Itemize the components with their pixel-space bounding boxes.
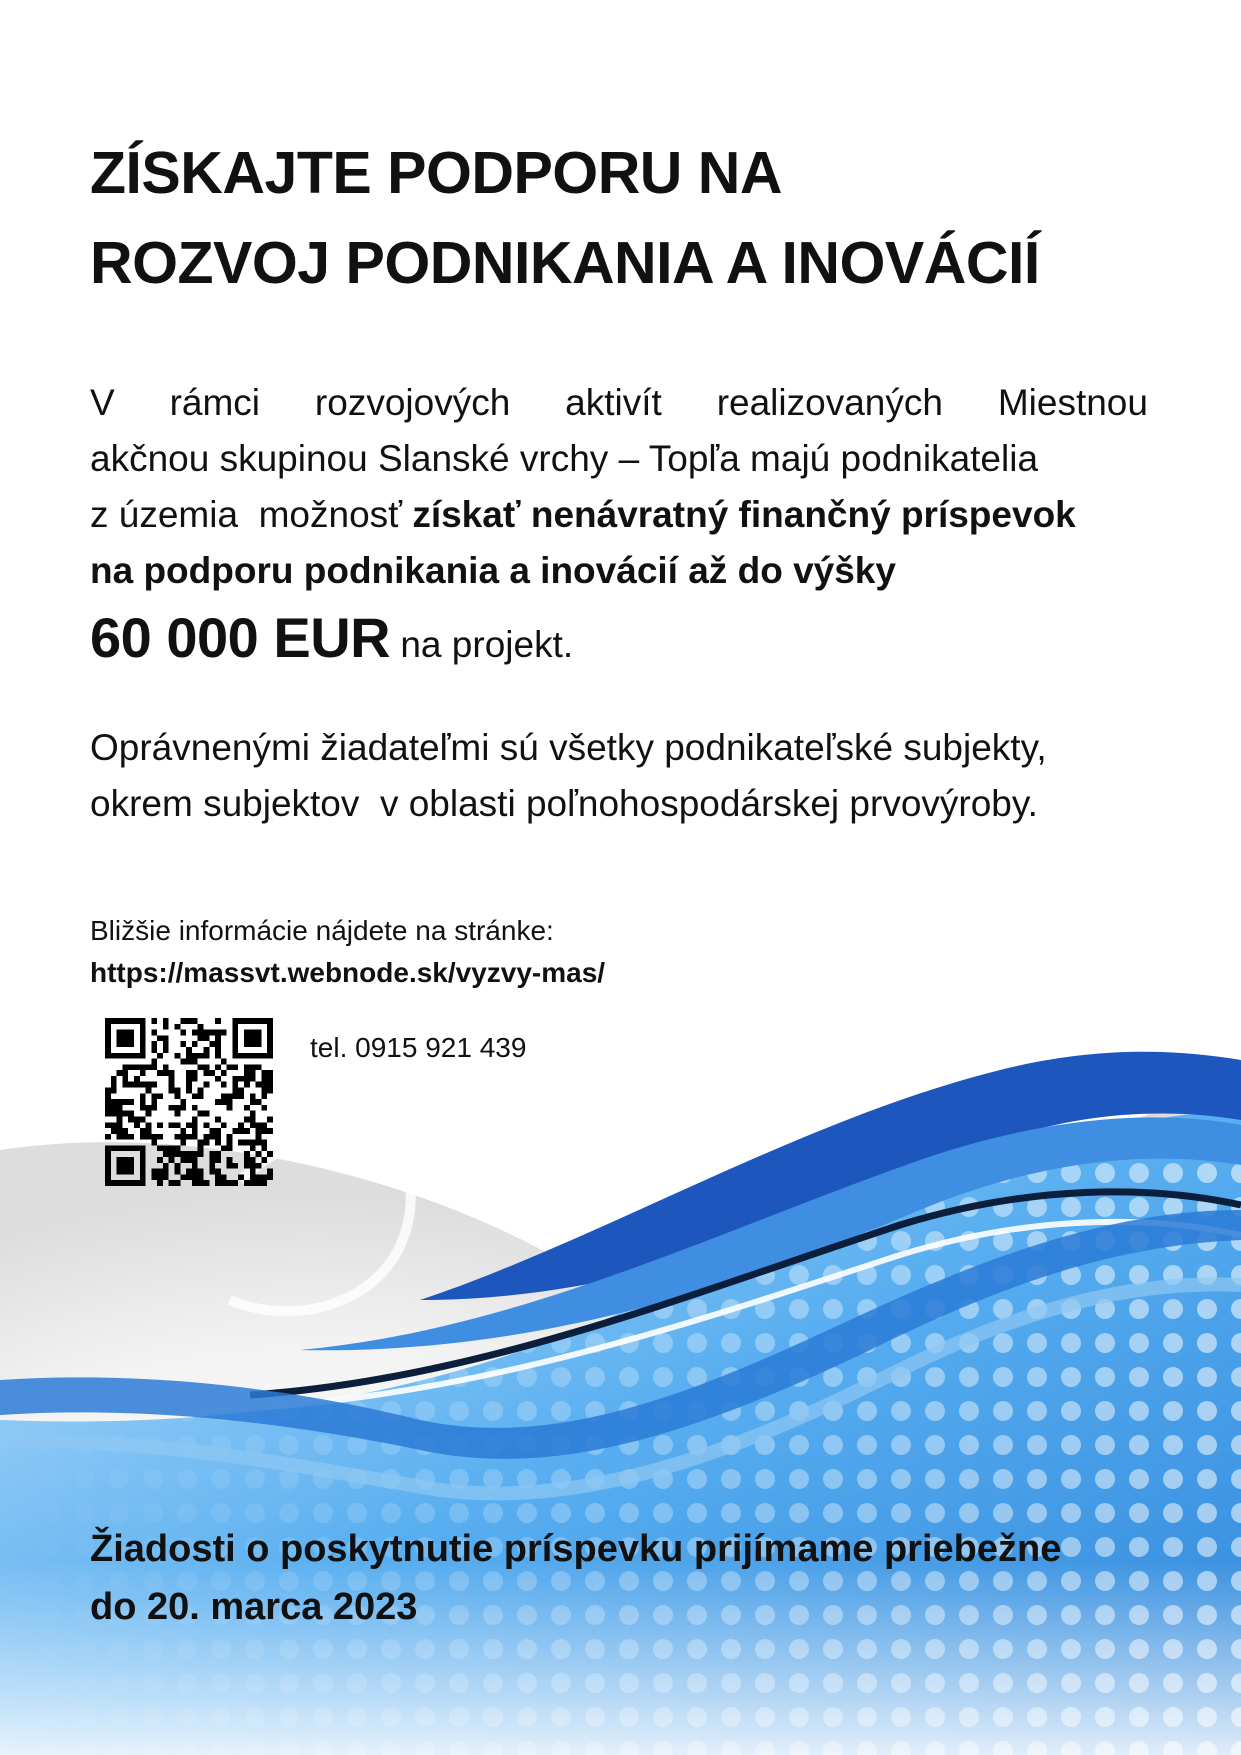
phone-number: tel. 0915 921 439 [310,1032,527,1063]
intro-word: Miestnou [997,382,1148,423]
intro-line-4-highlight: na podporu podnikania a inovácií až do výšky [90,550,896,591]
intro-word: aktivít [565,382,662,423]
amount-suffix: na projekt. [390,624,574,665]
deadline [90,1520,1150,1636]
intro-word: rozvojových [314,382,511,423]
more-info-label: Bližšie informácie nájdete na stránke: [90,915,554,946]
website-link[interactable]: https://massvt.webnode.sk/vyzvy-mas/ [90,957,606,988]
intro-line-3 [90,487,1148,543]
deadline-line-2: do 20. marca 2023 [90,1586,418,1628]
intro-line-2: akčnou skupinou Slanské vrchy – Topľa majú podnikatelia [90,438,1039,479]
intro-line-3-highlight: získať nenávratný finančný príspevok [412,494,1076,535]
eligibility-line-2: okrem subjektov v oblasti poľnohospodárskej prvovýroby. [90,783,1038,824]
intro-line-1 [90,375,1148,431]
eligibility-line-1: Oprávnenými žiadateľmi sú všetky podnikateľské subjekty, [90,727,1047,768]
amount-line [90,605,1150,670]
headline-line-1: ZÍSKAJTE PODPORU NA [90,140,783,206]
intro-word: rámci [169,382,261,423]
intro-paragraph [90,375,1148,599]
headline-line-2: ROZVOJ PODNIKANIA A INOVÁCIÍ [90,230,1040,296]
eligibility-paragraph [90,720,1150,832]
qr-code[interactable] [105,1018,273,1186]
intro-line-3-text: z územia možnosť [90,494,413,535]
more-info [90,910,1150,994]
amount-value: 60 000 EUR [90,606,391,669]
intro-word: realizovaných [716,382,943,423]
intro-word: V [90,382,115,423]
deadline-line-1: Žiadosti o poskytnutie príspevku prijímame priebežne [90,1528,1062,1570]
headline [90,128,1150,308]
